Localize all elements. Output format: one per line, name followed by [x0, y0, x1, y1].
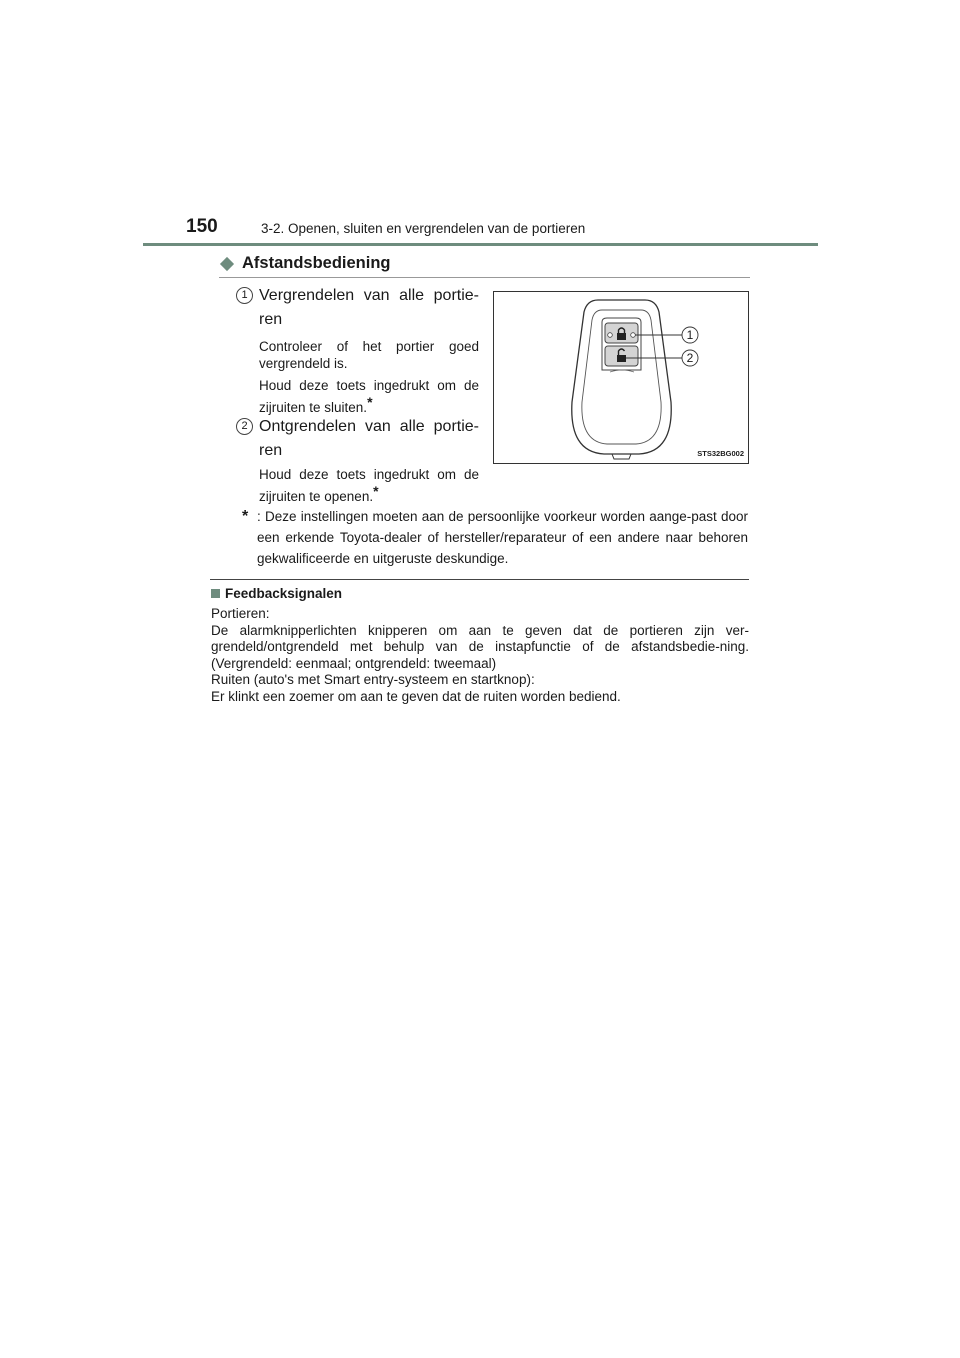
item-text-2: [259, 466, 479, 505]
page-number: 150: [186, 216, 218, 237]
item-number-2: 2: [236, 418, 253, 435]
feedback-line-4: Er klinkt een zoemer om aan te geven dat de ruiten worden bediend.: [211, 688, 621, 704]
item-text-1b: [259, 377, 479, 416]
illustration-code: STS32BG002: [697, 449, 744, 458]
footnote-mark: *: [242, 508, 249, 525]
feedback-line-2: De alarmknipperlichten knipperen om aan te geven dat de portieren zijn ver-grendeld/ontgrendeld met behulp van de instapfunctie of de afstandsbedie-ning. (Vergrendeld: eenmaal; ontgrendeld: tweemaal): [211, 622, 749, 671]
feedback-body: [211, 606, 749, 705]
feedback-line-1: Portieren:: [211, 606, 270, 621]
footnote-text: : Deze instellingen moeten aan de persoonlijke voorkeur worden aange-past door een erkende Toyota-dealer of hersteller/reparateur of een andere naar behoren gekwalificeerde en uitgeruste deskundige.: [257, 509, 748, 566]
feedback-line-3: Ruiten (auto's met Smart entry-systeem en startknop):: [211, 672, 535, 687]
feedback-heading: [211, 586, 342, 601]
item-footnote-marker-2: *: [373, 483, 379, 499]
item-text-2-content: Houd deze toets ingedrukt om de zijruiten te openen.: [259, 467, 479, 504]
item-footnote-marker-1: *: [367, 394, 373, 410]
diamond-bullet-icon: [220, 256, 234, 270]
item-title-1: Vergrendelen van alle portie-ren: [259, 287, 479, 328]
section-header: 3-2. Openen, sluiten en vergrendelen van de portieren: [261, 221, 586, 236]
subheading-text: Afstandsbediening: [242, 254, 391, 272]
feedback-heading-text: Feedbacksignalen: [225, 586, 343, 601]
key-fob-drawing: [494, 292, 748, 463]
section-rule: [210, 579, 749, 580]
item-text-1a: Controleer of het portier goed vergrendeld is.: [259, 339, 479, 371]
item-text-1b-content: Houd deze toets ingedrukt om de zijruiten te sluiten.: [259, 378, 479, 415]
key-fob-illustration: [493, 291, 749, 464]
square-bullet-icon: [211, 589, 220, 598]
callout-1: 1: [686, 328, 694, 342]
header-rule: [143, 243, 818, 246]
footnote: [242, 506, 748, 569]
item-number-1: 1: [236, 287, 253, 304]
item-title-2: Ontgrendelen van alle portie-ren: [259, 418, 479, 459]
callout-2: 2: [686, 351, 694, 365]
subheading-rule: [219, 277, 750, 278]
subheading: [219, 254, 391, 273]
